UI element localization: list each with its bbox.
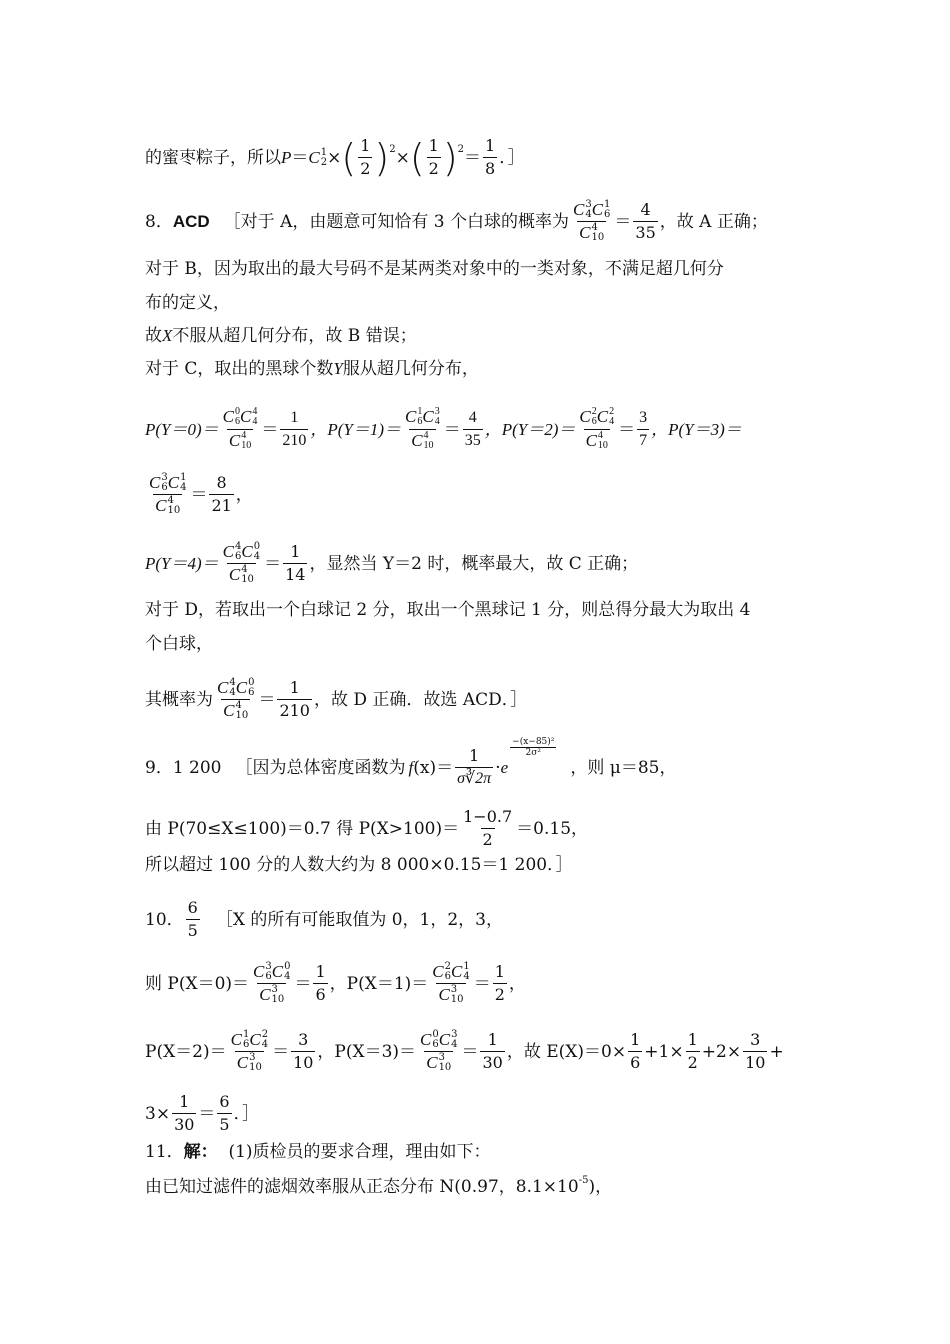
text-line: 的蜜枣粽子，所以 P ＝ C 1 2 × ( $\frac{1}{2}$ ) 2 × ( $\frac{1}{2}$ ) 2 ＝ $\frac{1}{8}$ ．］	[145, 135, 525, 180]
text: ＝	[464, 147, 482, 168]
fraction: $\frac{1}{2}$	[428, 136, 439, 178]
text: ＝	[291, 147, 309, 168]
formula-line: 3× $\frac{1}{30}$ ＝ $\frac{6}{5}$ ．］	[145, 1092, 260, 1134]
variable: P	[281, 147, 292, 167]
fraction: $\frac{1}{2}$	[360, 136, 371, 178]
text: 的蜜枣粽子，所以	[145, 147, 281, 168]
text-line: 所以超过 100 分的人数大约为 8 000×0.15＝1 200．］	[145, 855, 573, 875]
text: ．］	[499, 147, 525, 168]
formula-line: 由 P(70≤X≤100)＝0.7 得 P(X>100)＝ $\frac{1-0.7}{2}$ ＝0.15，	[145, 807, 589, 849]
text: ［对于 A，由题意可知恰有 3 个白球的概率为	[223, 211, 569, 232]
fraction: $\frac{4}{35}$	[635, 200, 656, 242]
question-11-line: 11． 解： (1)质检员的要求合理，理由如下：	[145, 1142, 491, 1162]
answer: ACD	[172, 211, 210, 231]
text-line: 对于 C，取出的黑球个数 Y 服从超几何分布，	[145, 359, 479, 379]
question-9-line: 9． 1 200 ［因为总体密度函数为 f (x)＝ $\frac{1}{\sigma∛2\pi}$ · e −(x−85)² 2σ² ，则 μ＝85，	[145, 737, 677, 787]
text-line: 对于 B，因为取出的最大号码不是某两类对象中的一类对象，不满足超几何分	[145, 259, 724, 279]
text-line: 由已知过滤件的滤烟效率服从正态分布 N(0.97，8.1×10 -5 )，	[145, 1175, 613, 1197]
fraction: C 3 4 C 1 6 C 4 10	[572, 199, 611, 243]
text: ×	[395, 147, 410, 168]
formula-line: P(Y＝4)＝ C 4 6 C 0 4 C 4 10 ＝ $\frac{1}{14}$ ，显然当 Y＝2 时，概率最大，故 C 正确；	[145, 541, 639, 585]
question-10-line: 10． $\frac{6}{5}$ ［X 的所有可能取值为 0，1，2，3，	[145, 898, 504, 940]
text-line: 对于 D，若取出一个白球记 2 分，取出一个黑球记 1 分，则总得分最大为取出 4	[145, 600, 751, 620]
formula-line: 其概率为 C 4 4 C 0 6 C 4 10 ＝ $\frac{1}{210}$ ，故 D 正确．故选 ACD．］	[145, 677, 528, 721]
fraction: $\frac{1}{8}$	[485, 136, 496, 178]
text: ＝	[614, 211, 632, 232]
formula-line: P(X＝2)＝ C 1 6 C 2 4 C 3 10 ＝ $\frac{3}{10}$ ，P(X＝3)＝ C 0 6 C 3 4 C 3 10 ＝ $\frac{1}{30}$ ，故 E(X)＝0× $\frac{1}{6}$ +1× $\frac{1}{2}$ +2× $\frac{3}{10}$ +	[145, 1029, 784, 1073]
text-line: 故 X 不服从超几何分布，故 B 错误；	[145, 326, 417, 346]
formula-line: P(Y＝0)＝ C 0 6 C 4 4 C 4 10 ＝ $\frac{1}{210}$ ，P(Y＝1)＝ C 1 6 C 3 4 C 4 10 ＝ $\frac{4}{35}$ ，P(Y＝2)＝ C 2 6 C 2 4 C 4 10 ＝ $\frac{3}{7}$ ，P(Y＝3)＝	[145, 406, 742, 451]
combination: C 1 2	[308, 146, 328, 168]
text: ，故 A 正确；	[659, 211, 768, 232]
text: ×	[327, 147, 342, 168]
text-line: 布的定义，	[145, 293, 230, 313]
formula-line: C 3 6 C 1 4 C 4 10 ＝ $\frac{8}{21}$ ，	[149, 472, 253, 516]
question-8-line	[145, 200, 768, 243]
question-number: 8．	[145, 211, 173, 232]
formula-line: 则 P(X＝0)＝ C 3 6 C 0 4 C 3 10 ＝ $\frac{1}{6}$ ，P(X＝1)＝ C 2 6 C 1 4 C 3 10 ＝ $\frac{1}{2}$ ，	[145, 961, 526, 1005]
text-line: 个白球，	[145, 634, 213, 654]
